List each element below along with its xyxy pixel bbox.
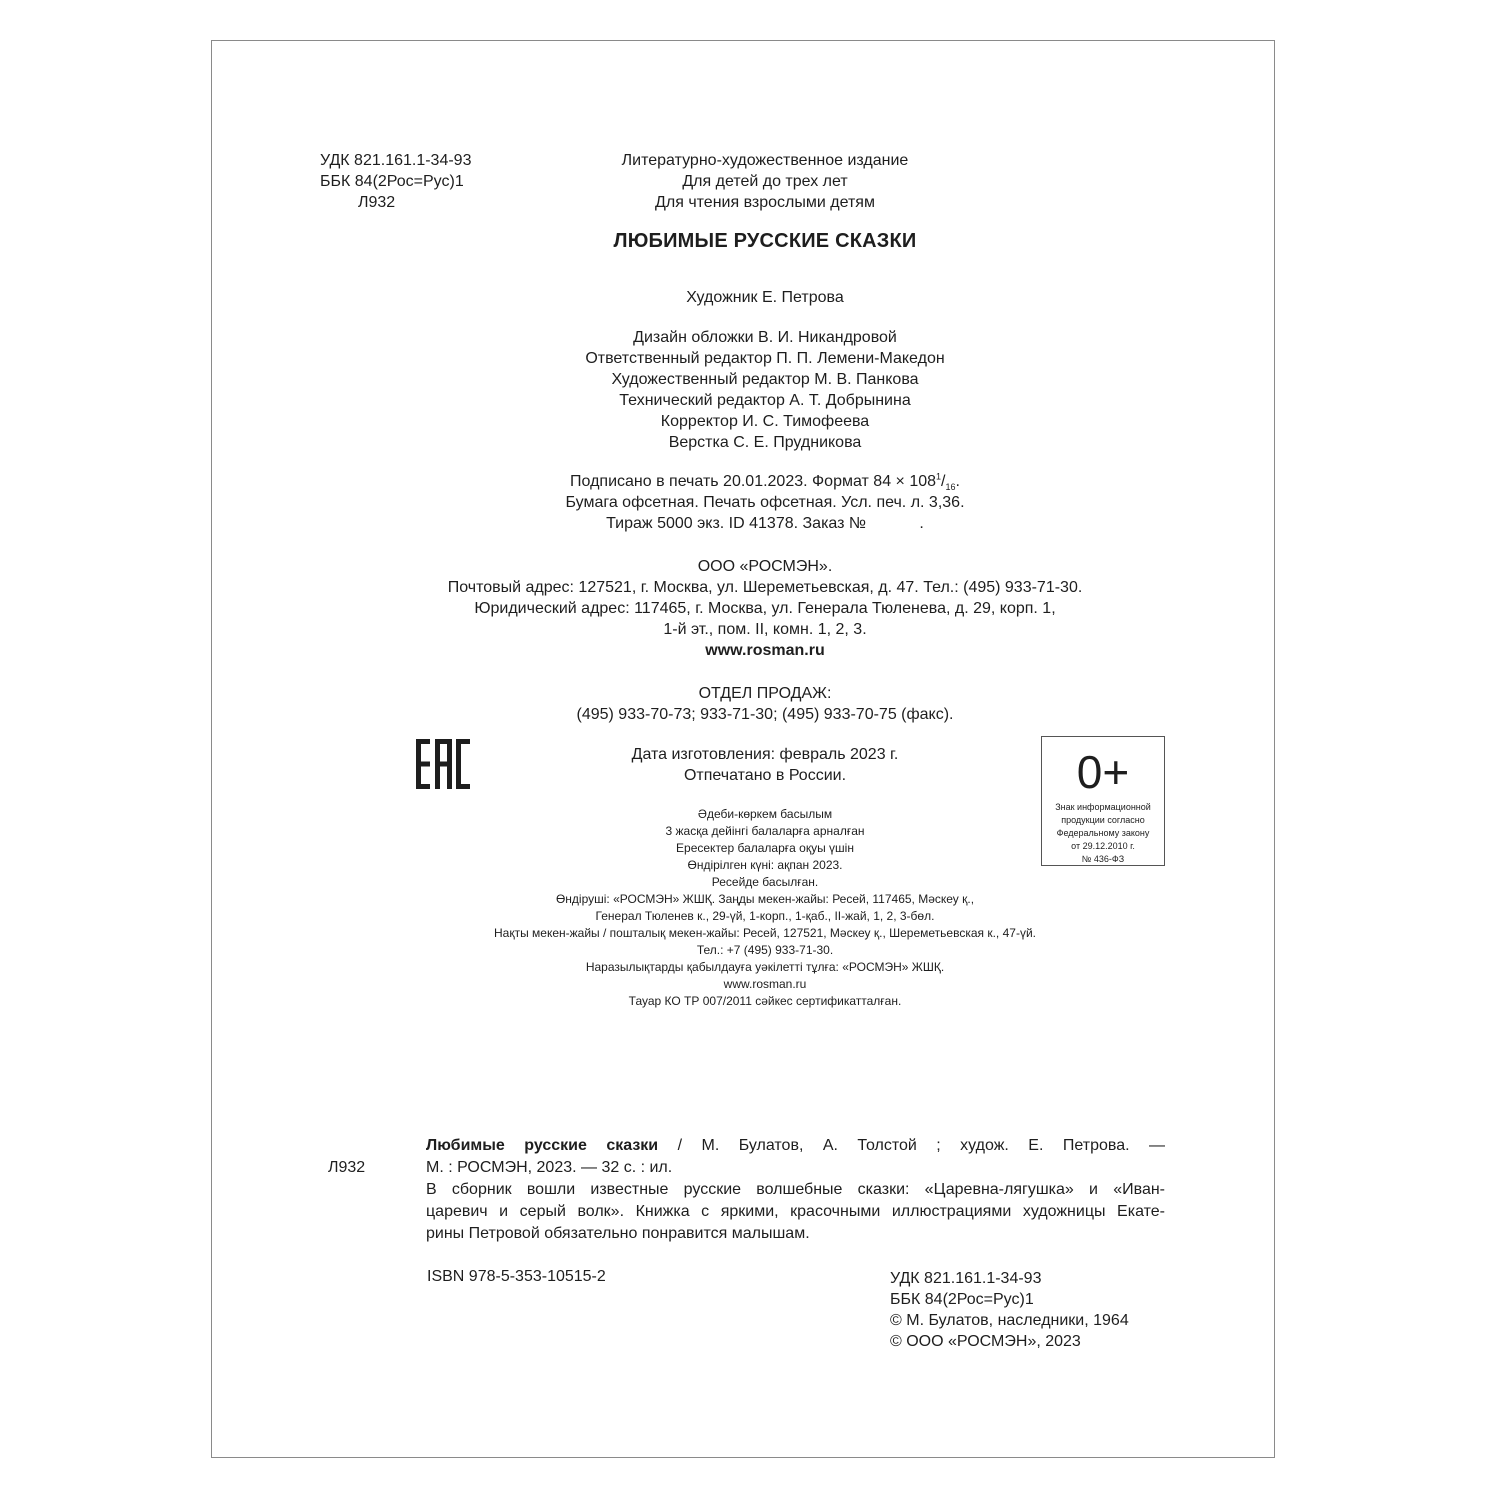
age-note-line: № 436-ФЗ [1081, 854, 1125, 864]
kazakh-line: Өндіруші: «РОСМЭН» ЖШҚ. Заңды мекен-жайы: Ресей, 117465, Мәскеу қ., [555, 892, 975, 906]
postal-address: Почтовый адрес: 127521, г. Москва, ул. Шереметьевская, д. 47. Тел.: (495) 933-71-30. [447, 579, 1083, 596]
sales-title: ОТДЕЛ ПРОДАЖ: [698, 685, 832, 702]
age-note-line: от 29.12.2010 г. [1071, 841, 1135, 851]
sales-phones: (495) 933-70-73; 933-71-30; (495) 933-70-75 (факс). [576, 706, 954, 723]
book-title: ЛЮБИМЫЕ РУССКИЕ СКАЗКИ [613, 230, 917, 252]
credit-line: Технический редактор А. Т. Добрынина [619, 392, 911, 409]
publisher-name: ООО «РОСМЭН». [697, 558, 833, 575]
publisher-block [265, 556, 1265, 661]
kazakh-line: www.rosman.ru [723, 977, 807, 991]
printed-in: Отпечатано в России. [683, 767, 847, 784]
kazakh-line: Ересектер балаларға оқуы үшін [676, 841, 854, 855]
kazakh-line: Нақты мекен-жайы / пошталық мекен-жайы: Ресей, 127521, Мәскеу қ., Шереметьевская к., 47-үй. [494, 926, 1036, 940]
catalog-line [320, 1135, 1165, 1157]
credit-line: Корректор И. С. Тимофеева [660, 413, 870, 430]
manufacture-date: Дата изготовления: февраль 2023 г. [631, 746, 899, 763]
kazakh-line: Тел.: +7 (495) 933-71-30. [696, 943, 834, 957]
artist-credit: Художник Е. Петрова [686, 289, 844, 306]
format-sup: 1 [936, 471, 942, 482]
bbk-code: ББК 84(2Рос=Рус)1 [890, 1291, 1034, 1308]
catalog-authors: / М. Булатов, А. Толстой ; худож. Е. Петрова. — [658, 1137, 1165, 1154]
catalog-card [320, 1135, 1165, 1245]
udk-code: УДК 821.161.1-34-93 [320, 152, 472, 169]
signed-line [265, 471, 1265, 492]
credit-line: Художественный редактор М. В. Панкова [611, 371, 919, 388]
udk-code: УДК 821.161.1-34-93 [890, 1270, 1042, 1287]
kazakh-line: Ресейде басылған. [711, 875, 819, 889]
catalog-line: В сборник вошли известные русские волшебные сказки: «Царевна-лягушка» и «Иван- [426, 1181, 1165, 1198]
kazakh-line: Генерал Тюленев к., 29-үй, 1-корп., 1-қаб., II-жай, 1, 2, 3-бөл. [595, 909, 935, 923]
credit-line: Верстка С. Е. Прудникова [668, 434, 862, 451]
signed-suffix: . [955, 473, 960, 490]
copyright-line: © М. Булатов, наследники, 1964 [890, 1312, 1129, 1329]
catalog-code: Л932 [328, 1159, 366, 1176]
kazakh-line: Наразылықтарды қабылдауға уәкілетті тұлға: «РОСМЭН» ЖШҚ. [585, 960, 945, 974]
isbn: ISBN 978-5-353-10515-2 [427, 1268, 606, 1285]
edition-line: Литературно-художественное издание [621, 152, 909, 169]
format-sub: 16 [945, 482, 956, 493]
catalog-imprint: М. : РОСМЭН, 2023. — 32 с. : ил. [426, 1159, 673, 1176]
kazakh-line: 3 жасқа дейінгі балаларға арналған [665, 824, 865, 838]
catalog-line: рины Петровой обязательно понравится малышам. [426, 1225, 810, 1242]
bbk-code: ББК 84(2Рос=Рус)1 [320, 173, 464, 190]
edition-type [265, 150, 1265, 213]
edition-line: Для чтения взрослыми детям [655, 194, 875, 211]
copyright-block [890, 1268, 1129, 1352]
catalog-line: царевич и серый волк». Книжка с яркими, красочными иллюстрациями художницы Екате- [426, 1203, 1165, 1220]
format-slash: / [941, 473, 946, 490]
run-line: Тираж 5000 экз. ID 41378. Заказ № . [606, 515, 924, 532]
sales-block [265, 683, 1265, 725]
author-mark: Л932 [358, 194, 396, 211]
kazakh-info [265, 806, 1265, 1010]
signed-text: Подписано в печать 20.01.2023. Формат 84 × 108 [570, 473, 937, 490]
legal-address: Юридический адрес: 117465, г. Москва, ул. Генерала Тюленева, д. 29, корп. 1, [474, 600, 1056, 617]
kazakh-line: Тауар КО ТР 007/2011 сәйкес сертификатталған. [628, 994, 902, 1008]
edition-line: Для детей до трех лет [682, 173, 848, 190]
credit-line: Ответственный редактор П. П. Лемени-Македон [585, 350, 945, 367]
age-note-line: Федеральному закону [1056, 828, 1150, 838]
paper-line: Бумага офсетная. Печать офсетная. Усл. печ. л. 3,36. [565, 494, 965, 511]
print-info [265, 471, 1265, 534]
kazakh-line: Өндірілген күні: ақпан 2023. [687, 858, 843, 872]
publisher-website: www.rosman.ru [705, 642, 825, 659]
credits-block [265, 327, 1265, 453]
legal-address-2: 1-й эт., пом. II, комн. 1, 2, 3. [663, 621, 867, 638]
catalog-line [320, 1157, 1165, 1179]
catalog-title: Любимые русские сказки [426, 1137, 659, 1154]
age-note-line: Знак информационной [1055, 802, 1151, 812]
kazakh-line: Әдеби-көркем басылым [697, 807, 833, 821]
age-rating-value: 0+ [1076, 746, 1130, 798]
credit-line: Дизайн обложки В. И. Никандровой [633, 329, 897, 346]
copyright-line: © ООО «РОСМЭН», 2023 [890, 1333, 1081, 1350]
age-note-line: продукции согласно [1061, 815, 1145, 825]
